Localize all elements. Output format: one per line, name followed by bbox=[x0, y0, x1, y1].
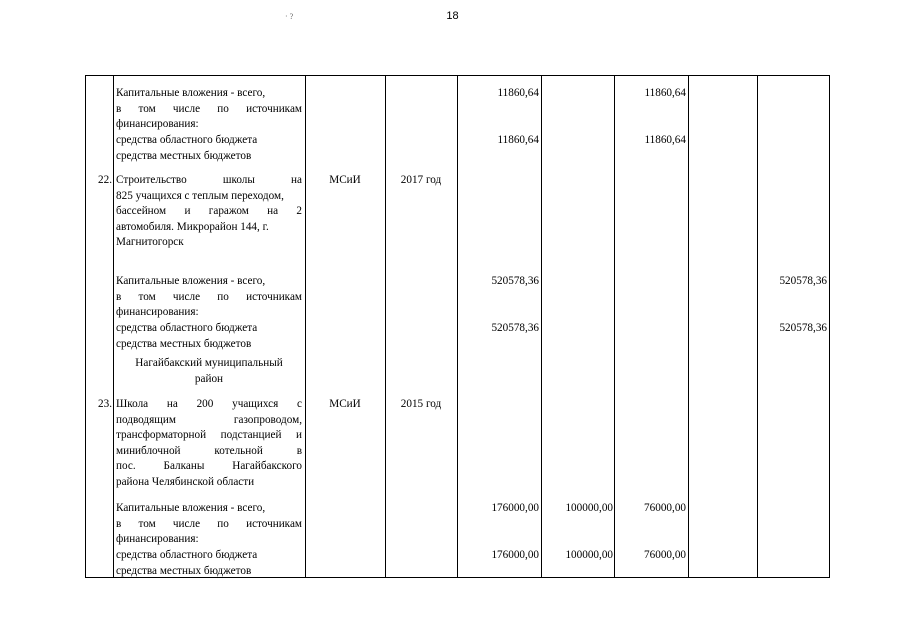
completion-year: 2017 год bbox=[400, 174, 442, 186]
column-divider bbox=[688, 76, 689, 577]
regional-budget-value: 520578,36 bbox=[491, 322, 539, 334]
regional-budget-value-2018: 520578,36 bbox=[779, 322, 827, 334]
customer: МСиИ bbox=[329, 398, 361, 410]
value-2018: 520578,36 bbox=[779, 275, 827, 287]
object-title: Школа на 200 учащихся с подводящим газопроводом, трансформаторной подстанцией и миниблочной котельной в пос. Балканы Нагайбакского района Челябинской области bbox=[116, 398, 302, 488]
item-number: 22. bbox=[98, 174, 112, 186]
capital-investments-caption: Капитальные вложения - всего, в том числе по источникам финансирования: bbox=[116, 275, 302, 319]
column-divider bbox=[385, 76, 386, 577]
regional-budget-value-2016: 11860,64 bbox=[644, 134, 686, 146]
municipality-heading: Нагайбакский муниципальный район bbox=[135, 357, 283, 385]
customer: МСиИ bbox=[329, 174, 361, 186]
column-divider bbox=[305, 76, 306, 577]
item-number: 23. bbox=[98, 398, 112, 410]
capital-investments-caption: Капитальные вложения - всего, в том числе по источникам финансирования: bbox=[116, 87, 302, 131]
column-divider bbox=[614, 76, 615, 577]
value-2016: 76000,00 bbox=[644, 502, 686, 514]
value-2016: 11860,64 bbox=[644, 87, 686, 99]
regional-budget-value: 176000,00 bbox=[491, 549, 539, 561]
total-value: 520578,36 bbox=[491, 275, 539, 287]
page-number: 18 bbox=[446, 10, 459, 22]
scan-mark: · ? bbox=[285, 12, 294, 21]
regional-budget-value: 11860,64 bbox=[497, 134, 539, 146]
funding-sources-caption: средства областного бюджета средства местных бюджетов bbox=[116, 134, 258, 162]
completion-year: 2015 год bbox=[400, 398, 442, 410]
investment-table bbox=[85, 75, 830, 578]
column-divider bbox=[541, 76, 542, 577]
capital-investments-caption: Капитальные вложения - всего, в том числе по источникам финансирования: bbox=[116, 502, 302, 546]
column-divider bbox=[113, 76, 114, 577]
funding-sources-caption: средства областного бюджета средства местных бюджетов bbox=[116, 322, 258, 350]
object-title: Строительство школы на 825 учащихся с теплым переходом, бассейном и гаражом на 2 автомобиля. Микрорайон 144, г. Магнитогорск bbox=[116, 174, 302, 249]
value-2015: 100000,00 bbox=[565, 502, 613, 514]
column-divider bbox=[757, 76, 758, 577]
column-divider bbox=[457, 76, 458, 577]
regional-budget-value-2016: 76000,00 bbox=[644, 549, 686, 561]
funding-sources-caption: средства областного бюджета средства местных бюджетов bbox=[116, 549, 258, 577]
regional-budget-value-2015: 100000,00 bbox=[565, 549, 613, 561]
total-value: 11860,64 bbox=[497, 87, 539, 99]
total-value: 176000,00 bbox=[491, 502, 539, 514]
